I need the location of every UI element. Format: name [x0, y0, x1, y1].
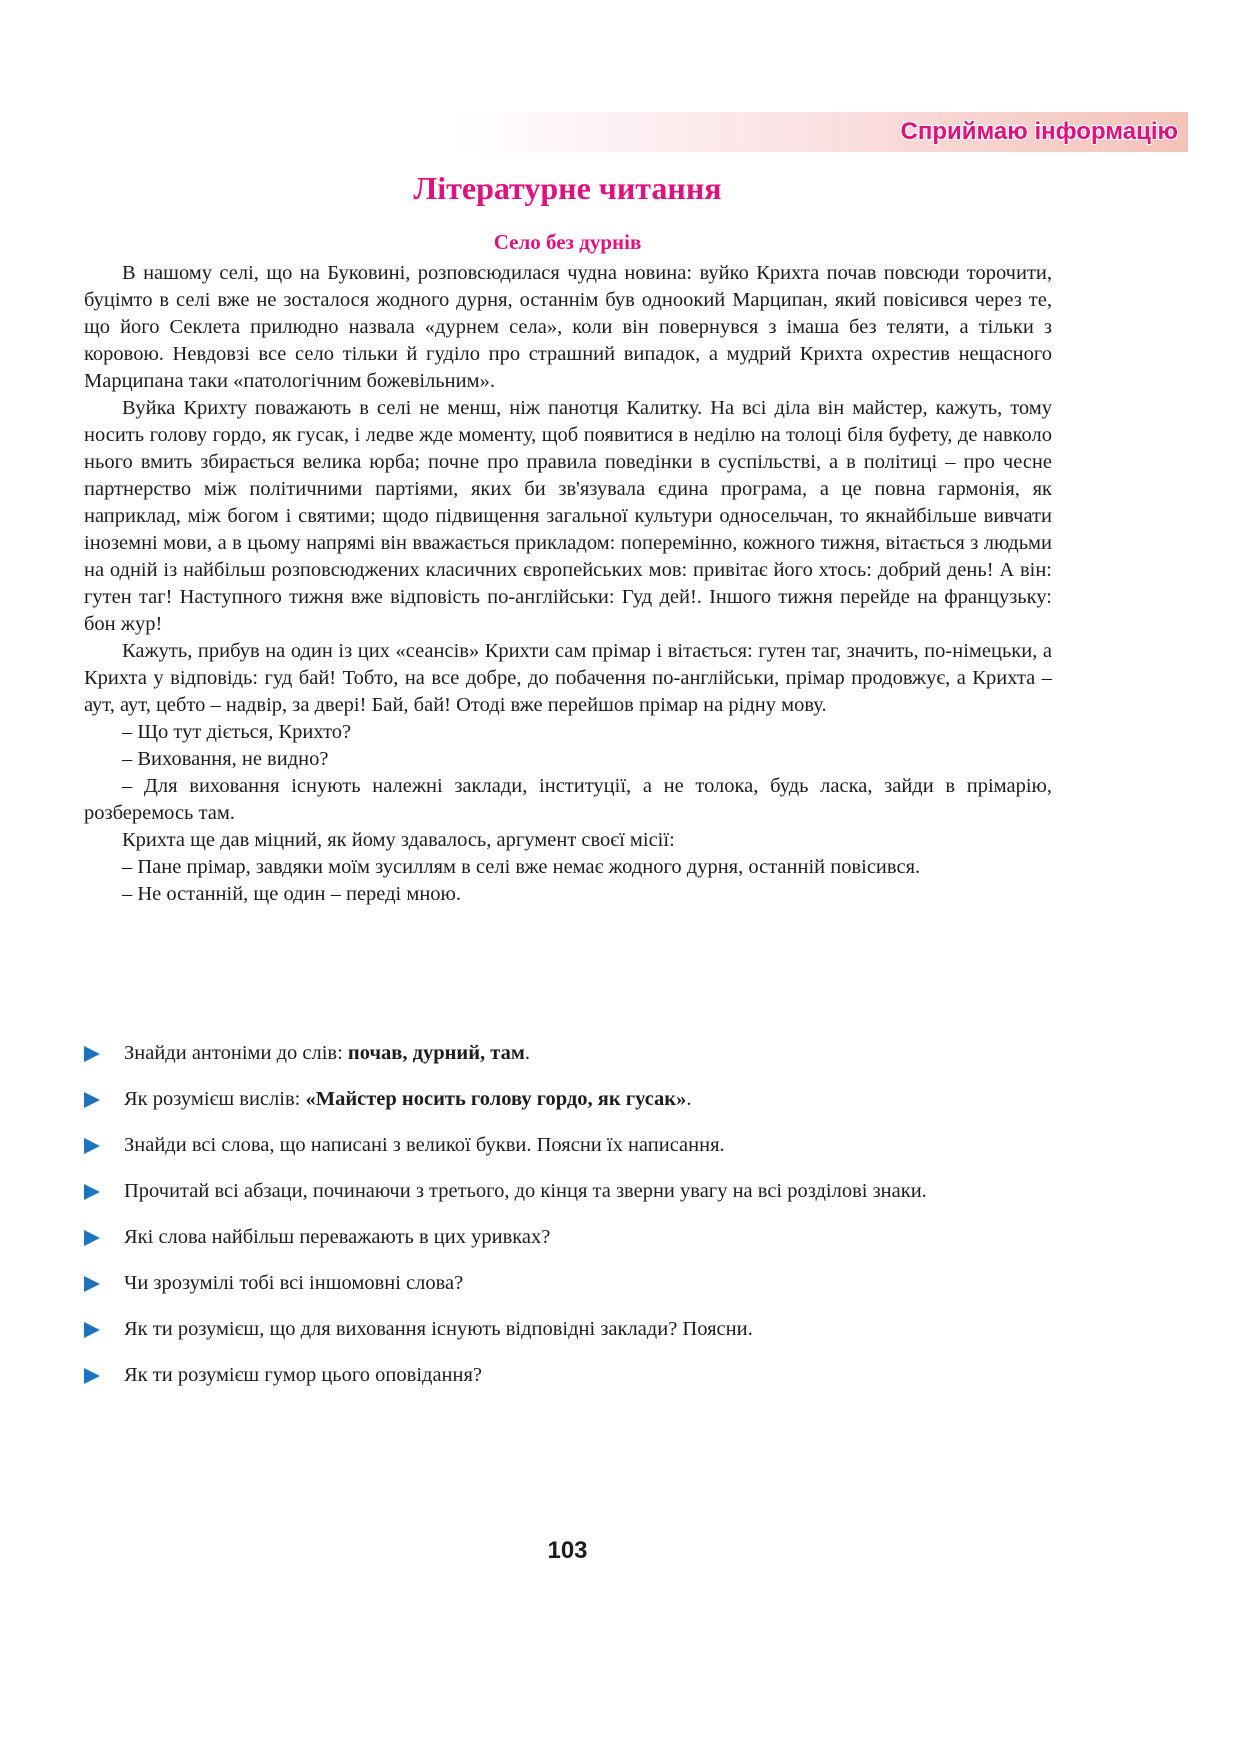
- triangle-bullet-icon: [84, 1368, 100, 1384]
- question-item: [84, 1222, 1064, 1268]
- question-list: [84, 1038, 1064, 1406]
- question-item: [84, 1038, 1064, 1084]
- question-text-end: .: [686, 1088, 692, 1110]
- triangle-bullet-icon: [84, 1092, 100, 1108]
- question-bold-text: почав, дурний, там: [347, 1042, 525, 1064]
- question-text: Які слова найбільш переважають в цих уривках?: [124, 1226, 551, 1248]
- paragraph: В нашому селі, що на Буковині, розповсюдилася чудна новина: вуйко Крихта почав повсюди торочити, буцімто в селі вже не зосталося жодного дурня, останнім був одноокий Марципан, який повісився через те, що його Секлета прилюдно назвала «дурнем села», коли він повернувся з імаша без теляти, а тільки з коровою. Невдовзі все село тільки й гуділо про страшний випадок, а мудрий Крихта охрестив нещасного Марципана таки «патологічним божевільним».: [84, 262, 1052, 392]
- triangle-bullet-icon: [84, 1230, 100, 1246]
- dialogue-line: – Не останній, ще один – переді мною.: [122, 883, 462, 905]
- triangle-bullet-icon: [84, 1276, 100, 1292]
- question-text-end: .: [524, 1042, 530, 1064]
- triangle-bullet-icon: [84, 1322, 100, 1338]
- section-label: Сприймаю інформацію: [900, 118, 1178, 145]
- triangle-bullet-icon: [84, 1046, 100, 1062]
- dialogue-line: – Що тут діється, Крихто?: [122, 721, 352, 743]
- question-text: Як ти розумієш, що для виховання існують відповідні заклади? Поясни.: [124, 1318, 753, 1340]
- question-bold-text: «Майстер носить голову гордо, як гусак»: [305, 1088, 687, 1110]
- section-banner: [455, 112, 1188, 152]
- paragraph: Крихта ще дав міцний, як йому здавалось, аргумент своєї місії:: [122, 829, 675, 851]
- question-item: [84, 1130, 1064, 1176]
- question-text: Як розумієш вислів:: [124, 1088, 306, 1110]
- question-text: Знайди всі слова, що написані з великої букви. Поясни їх написання.: [124, 1134, 725, 1156]
- story-text: [84, 260, 1052, 908]
- question-item: [84, 1268, 1064, 1314]
- paragraph: Кажуть, прибув на один із цих «сеансів» Крихти сам прімар і вітається: гутен таг, значить, по-німецьки, а Крихта у відповідь: гуд бай! Тобто, на все добре, до побачення по-англійськи, прімар продовжує, а Крихта – аут, аут, цебто – надвір, за двері! Бай, бай! Отоді вже перейшов прімар на рідну мову.: [84, 640, 1052, 716]
- dialogue-line: – Пане прімар, завдяки моїм зусиллям в селі вже немає жодного дурня, останній повісився.: [122, 856, 921, 878]
- page-number: 103: [547, 1537, 588, 1564]
- triangle-bullet-icon: [84, 1184, 100, 1200]
- question-text: Чи зрозумілі тобі всі іншомовні слова?: [124, 1272, 464, 1294]
- question-text: Як ти розумієш гумор цього оповідання?: [124, 1364, 483, 1386]
- question-text: Знайди антоніми до слів:: [124, 1042, 348, 1064]
- page-title: Літературне читання: [413, 170, 722, 206]
- question-item: [84, 1084, 1064, 1130]
- triangle-bullet-icon: [84, 1138, 100, 1154]
- story-title: Село без дурнів: [493, 230, 642, 254]
- question-text: Прочитай всі абзаци, починаючи з третього, до кінця та зверни увагу на всі розділові знаки.: [124, 1180, 927, 1202]
- paragraph: Вуйка Крихту поважають в селі не менш, ніж панотця Калитку. На всі діла він майстер, кажуть, тому носить голову гордо, як гусак, і ледве жде моменту, щоб появитися в неділю на толоці біля буфету, де навколо нього вмить збирається велика юрба; почне про правила поведінки в суспільстві, а в політиці – про чесне партнерство між політичними партіями, яких би зв'язувала єдина програма, а це повна гармонія, як наприклад, між богом і святими; щодо підвищення загальної культури односельчан, то якнайбільше вивчати іноземні мови, а в цьому напрямі він вважається прикладом: поперемінно, кожного тижня, вітається з людьми на одній із найбільш розповсюджених класичних європейських мов: привітає його хтось: добрий день! А він: гутен таг! Наступного тижня вже відповість по-англійськи: Гуд дей!. Іншого тижня перейде на французьку: бон жур!: [84, 397, 1052, 635]
- question-item: [84, 1360, 1064, 1406]
- question-item: [84, 1314, 1064, 1360]
- dialogue-line: – Для виховання існують належні заклади, інституції, а не толока, будь ласка, зайди в прімарію, розберемось там.: [84, 775, 1052, 824]
- dialogue-line: – Виховання, не видно?: [122, 748, 329, 770]
- question-item: [84, 1176, 1064, 1222]
